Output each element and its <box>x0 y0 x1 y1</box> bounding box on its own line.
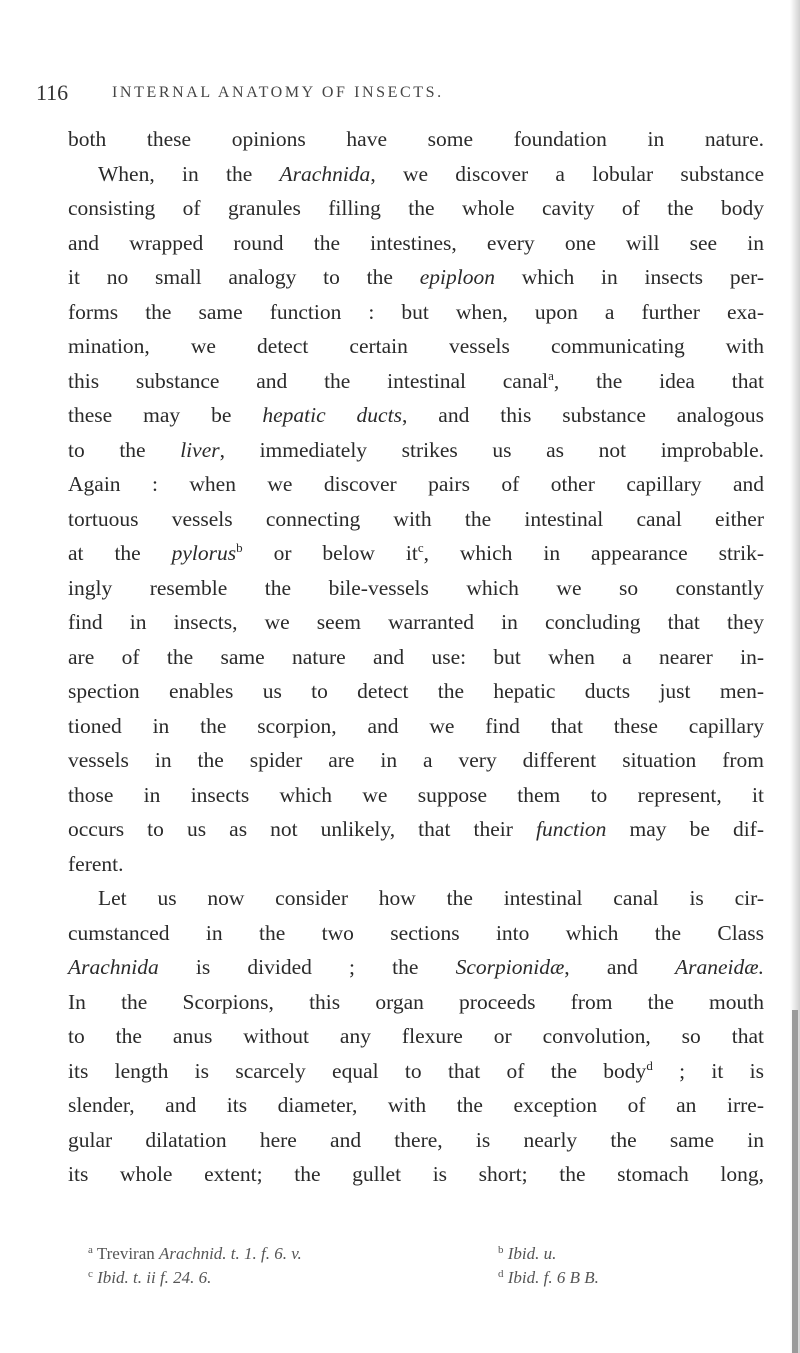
footnote-ref: a <box>548 367 554 383</box>
text-line: forms the same function : but when, upon a further exa- <box>68 299 764 324</box>
text-line: In the Scorpions, this organ proceeds from the mouth <box>68 989 764 1014</box>
footnote-a: $^a$ Treviran Arachnid. t. 1. f. 6. v. <box>88 1244 302 1263</box>
text-line: this substance and the intestinal canal$^a$, the idea that <box>68 367 764 393</box>
footnote-row <box>88 1266 768 1290</box>
text-line: mination, we detect certain vessels communicating with <box>68 334 764 358</box>
text-line: occurs to us as not unlikely, that their function may be dif- <box>68 817 764 841</box>
page-header <box>36 80 776 120</box>
text-line: these may be hepatic ducts, and this substance analogous <box>68 403 764 427</box>
text-line: Let us now consider how the intestinal canal is cir- <box>98 886 764 910</box>
text-line: tortuous vessels connecting with the intestinal canal either <box>68 506 764 531</box>
footnote-b: $^b$ Ibid. u. <box>498 1244 557 1263</box>
text-line: slender, and its diameter, with the exception of an irre- <box>68 1093 764 1117</box>
text-line: Again : when we discover pairs of other capillary and <box>68 472 764 496</box>
footnote-d: $^d$ Ibid. f. 6 B B. <box>498 1268 599 1287</box>
text-line: are of the same nature and use: but when a nearer in- <box>68 644 764 669</box>
text-line: to the anus without any flexure or convolution, so that <box>68 1024 764 1048</box>
text-line: vessels in the spider are in a very different situation from <box>68 748 764 772</box>
text-line: and wrapped round the intestines, every one will see in <box>68 230 764 255</box>
text-line: ferent. <box>68 851 124 876</box>
text-line: to the liver, immediately strikes us as not improbable. <box>68 437 764 462</box>
text-line: spection enables us to detect the hepatic ducts just men- <box>68 679 764 703</box>
footnote-ref: c <box>417 540 424 555</box>
text-line: consisting of granules filling the whole cavity of the body <box>68 196 764 220</box>
footnote-ref: b <box>236 540 243 555</box>
running-title: INTERNAL ANATOMY OF INSECTS. <box>112 84 444 101</box>
footnote-c: $^c$ Ibid. t. ii f. 24. 6. <box>88 1268 212 1287</box>
text-line: gular dilatation here and there, is nearly the same in <box>68 1127 764 1152</box>
footnote-ref: d <box>646 1057 653 1073</box>
text-line: both these opinions have some foundation in nature. <box>68 127 764 151</box>
text-line: When, in the Arachnida, we discover a lobular substance <box>98 161 764 186</box>
text-line: its length is scarcely equal to that of the body$^d$ ; it is <box>68 1057 765 1083</box>
footnote-row <box>88 1242 768 1266</box>
text-line: its whole extent; the gullet is short; the stomach long, <box>68 1162 764 1186</box>
page-number: 116 <box>36 80 69 105</box>
text-line: Arachnida is divided ; the Scorpionidæ, and Araneidæ. <box>68 955 764 979</box>
text-line: tioned in the scorpion, and we find that these capillary <box>68 713 764 738</box>
text-line: at the pylorus$^b$ or below $it^c$, which in appearance strik- <box>68 540 764 565</box>
body-text <box>68 122 764 1192</box>
text-line: it no small analogy to the epiploon which in insects per- <box>68 265 764 289</box>
footnotes <box>88 1242 768 1290</box>
page-edge-bar <box>792 1010 798 1353</box>
text-line: cumstanced in the two sections into which the Class <box>68 920 764 945</box>
text-line: ingly resemble the bile-vessels which we so constantly <box>68 575 764 600</box>
text-line: those in insects which we suppose them to represent, it <box>68 782 764 807</box>
text-line: find in insects, we seem warranted in concluding that they <box>68 610 764 634</box>
